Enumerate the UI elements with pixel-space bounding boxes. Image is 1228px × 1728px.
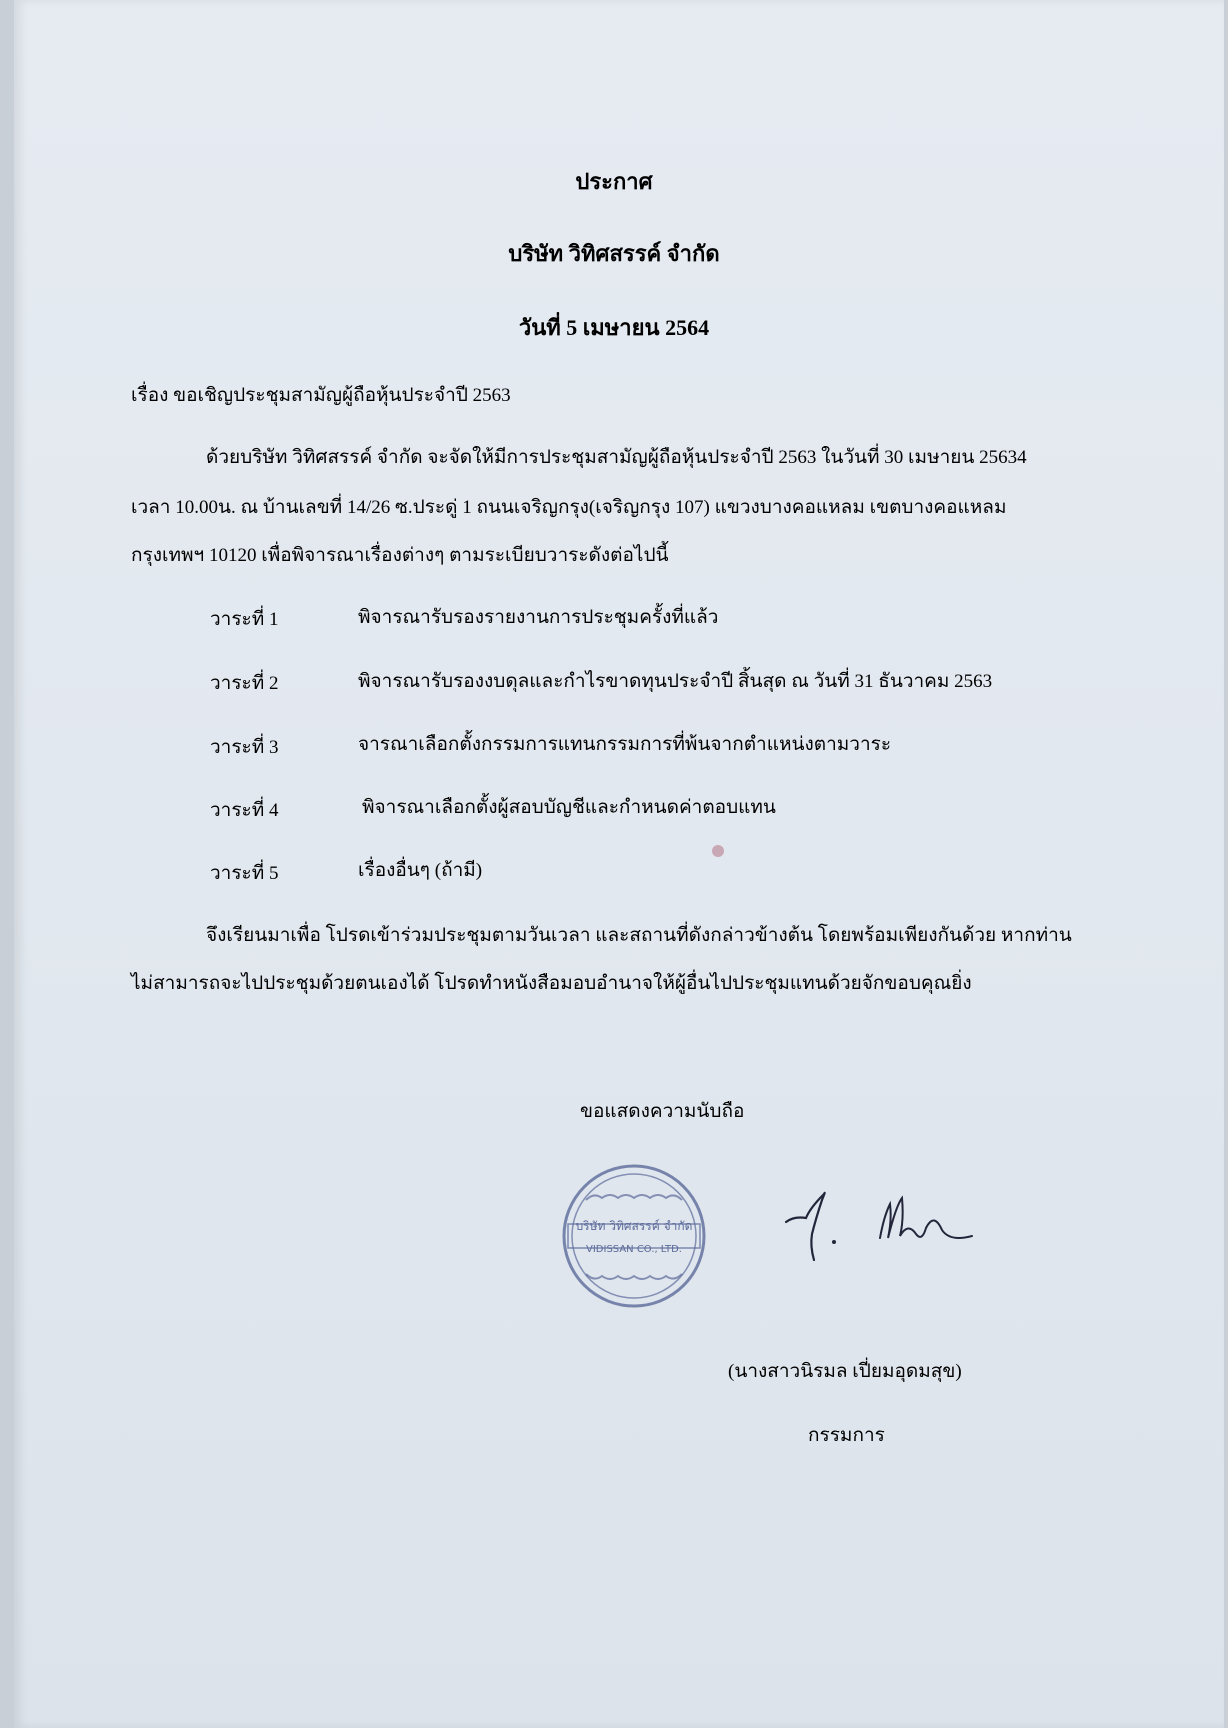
- company-seal-stamp: [560, 1162, 708, 1310]
- subject-line: เรื่อง ขอเชิญประชุมสามัญผู้ถือหุ้นประจำปี 2563: [131, 385, 511, 406]
- agenda-text-3: จารณาเลือกตั้งกรรมการแทนกรรมการที่พ้นจากตำแหน่งตามวาระ: [358, 734, 892, 755]
- closing-line-1: จึงเรียนมาเพื่อ โปรดเข้าร่วมประชุมตามวันเวลา และสถานที่ดังกล่าวข้างต้น โดยพร้อมเพียงกันด้วย หากท่าน: [206, 925, 1072, 946]
- document-title: ประกาศ: [575, 169, 653, 194]
- agenda-text-4: พิจารณาเลือกตั้งผู้สอบบัญชีและกำหนดค่าตอบแทน: [362, 797, 776, 818]
- handwritten-signature: [776, 1176, 980, 1266]
- paper-stain: [712, 845, 724, 857]
- document-date: วันที่ 5 เมษายน 2564: [518, 315, 710, 340]
- agenda-text-1: พิจารณารับรองรายงานการประชุมครั้งที่แล้ว: [358, 607, 719, 628]
- body-line-2: เวลา 10.00น. ณ บ้านเลขที่ 14/26 ซ.ประดู่ 1 ถนนเจริญกรุง(เจริญกรุง 107) แขวงบางคอแหลม เขตบางคอแหลม: [131, 497, 1007, 518]
- agenda-number-2: วาระที่ 2: [210, 673, 279, 694]
- company-name: บริษัท วิทิศสรรค์ จำกัด: [508, 241, 720, 266]
- agenda-text-5: เรื่องอื่นๆ (ถ้ามี): [358, 860, 483, 881]
- agenda-text-2: พิจารณารับรองงบดุลและกำไรขาดทุนประจำปี สิ้นสุด ณ วันที่ 31 ธันวาคม 2563: [358, 671, 993, 692]
- agenda-number-3: วาระที่ 3: [210, 737, 279, 758]
- signatory-name: (นางสาวนิรมล เปี่ยมอุดมสุข): [728, 1361, 962, 1382]
- agenda-number-1: วาระที่ 1: [210, 609, 279, 630]
- body-line-3: กรุงเทพฯ 10120 เพื่อพิจารณาเรื่องต่างๆ ตามระเบียบวาระดังต่อไปนี้: [131, 545, 669, 566]
- regards-text: ขอแสดงความนับถือ: [580, 1101, 745, 1122]
- agenda-number-5: วาระที่ 5: [210, 863, 279, 884]
- signatory-position: กรรมการ: [808, 1425, 885, 1446]
- body-line-1: ด้วยบริษัท วิทิศสรรค์ จำกัด จะจัดให้มีการประชุมสามัญผู้ถือหุ้นประจำปี 2563 ในวันที่ 30 เมษายน 25634: [206, 447, 1027, 468]
- closing-line-2: ไม่สามารถจะไปประชุมด้วยตนเองได้ โปรดทำหนังสือมอบอำนาจให้ผู้อื่นไปประชุมแทนด้วยจักขอบคุณยิ่ง: [131, 973, 972, 994]
- stamp-english-name: VIDISSAN CO., LTD.: [586, 1244, 682, 1255]
- agenda-number-4: วาระที่ 4: [210, 800, 279, 821]
- stamp-thai-name: บริษัท วิทิศสรรค์ จำกัด: [575, 1219, 693, 1233]
